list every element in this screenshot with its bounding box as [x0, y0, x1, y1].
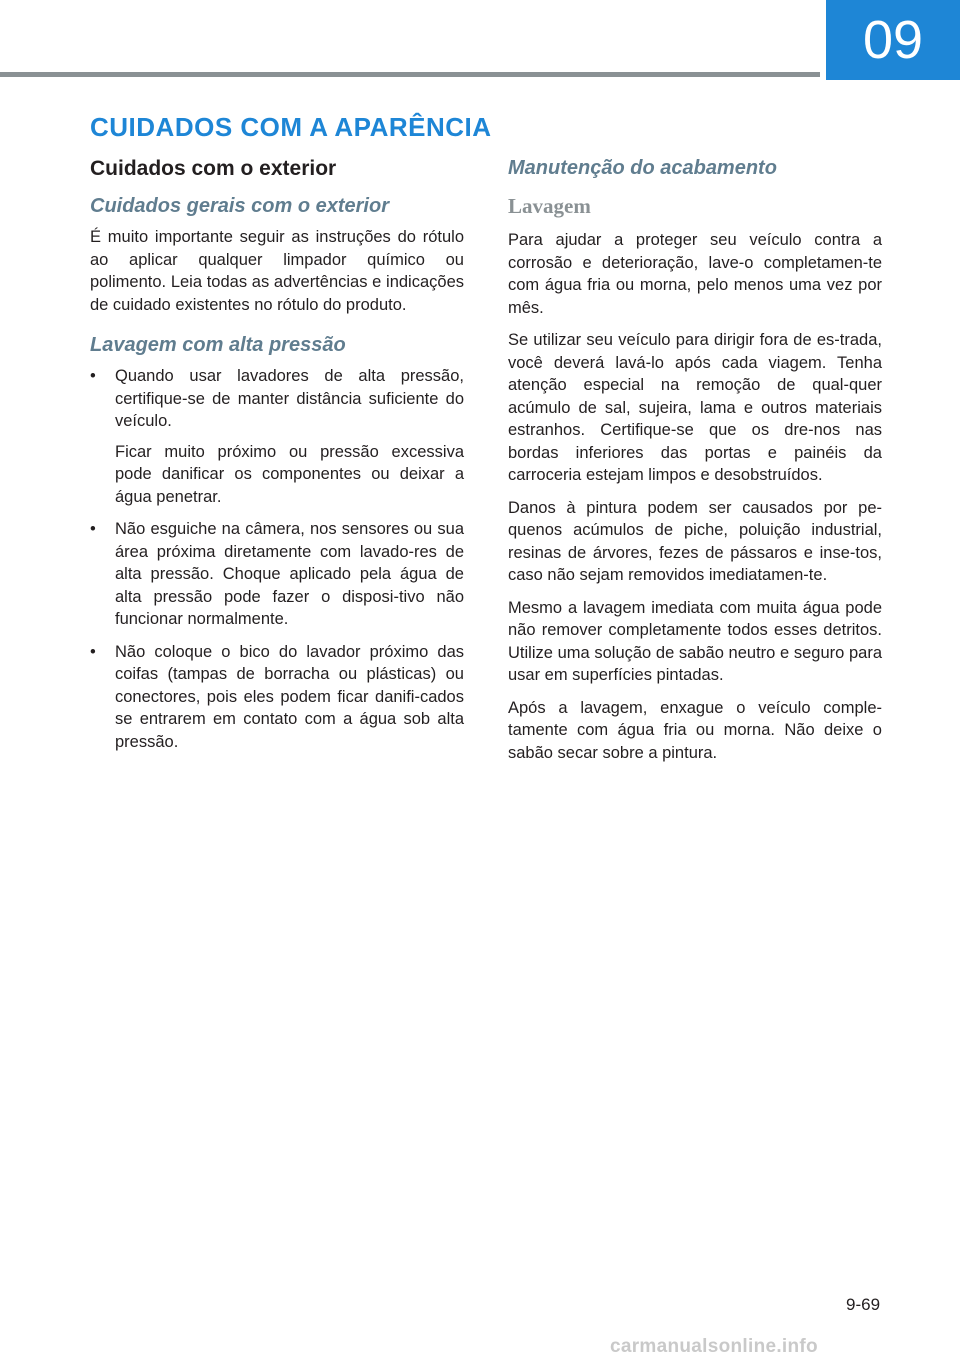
paragraph: Danos à pintura podem ser causados por pe-quenos acúmulos de piche, poluição industrial, resinas de árvores, fezes de pássaros e inse-tos, caso não sejam removidos imediatamen-te.: [508, 498, 882, 584]
subheading-high-pressure: Lavagem com alta pressão: [90, 334, 346, 356]
list-item-text: Não coloque o bico do lavador próximo das coifas (tampas de borracha ou plásticas) ou conectores, pois eles podem ficar danifi-cados se entrarem em contato com a água sob alta pressão.: [115, 642, 464, 751]
list-item-text: Ficar muito próximo ou pressão excessiva pode danificar os componentes ou deixar a água penetrar.: [115, 442, 464, 506]
high-pressure-list: [90, 365, 464, 753]
paragraph: Após a lavagem, enxague o veículo comple-tamente com água fria ou morna. Não deixe o sabão secar sobre a pintura.: [508, 698, 882, 762]
paragraph: Para ajudar a proteger seu veículo contra a corrosão e deterioração, lave-o completamen-te com água fria ou morna, pelo menos uma vez por mês.: [508, 231, 882, 317]
heading-exterior-care: Cuidados com o exterior: [90, 157, 337, 180]
list-item-text: Não esguiche na câmera, nos sensores ou sua área próxima diretamente com lavado-res de alta pressão. Choque aplicado pela água de alta pressão pode fazer o disposi-tivo não funcionar normalmente.: [115, 520, 464, 628]
paragraph-general-care: É muito importante seguir as instruções do rótulo ao aplicar qualquer limpador químico ou polimento. Leia todas as advertências e indicações de cuidado existentes no rótulo do produto.: [90, 228, 464, 314]
list-item: [90, 365, 464, 508]
paragraph: Se utilizar seu veículo para dirigir fora de es-trada, você deverá lavá-lo após cada viagem. Tenha atenção especial na remoção de qual-quer acúmulo de sal, sujeira, lama e outros materiais estranhos. Certifique-se que os dre-nos nas bordas inferiores das portas e painéis da carroceria estejam limpos e desobstruídos.: [508, 331, 882, 484]
list-item-text: Quando usar lavadores de alta pressão, certifique-se de manter distância suficiente do veículo.: [115, 367, 464, 430]
subheading-general-care: Cuidados gerais com o exterior: [90, 195, 389, 217]
watermark: carmanualsonline.info: [610, 1336, 818, 1357]
left-column: [90, 157, 464, 763]
bullet-marker: •: [90, 642, 96, 661]
subheading-finish-maintenance: Manutenção do acabamento: [508, 157, 777, 179]
right-column: [508, 157, 882, 774]
subheading-washing: Lavagem: [508, 194, 591, 218]
bullet-marker: •: [90, 367, 96, 385]
chapter-number-tab: 09: [826, 0, 960, 80]
section-title: CUIDADOS COM A APARÊNCIA: [90, 112, 492, 142]
header-rule: [0, 72, 820, 77]
paragraph: Mesmo a lavagem imediata com muita água pode não remover completamente todos esses detritos. Utilize uma solução de sabão neutro e seguro para usar em superfícies pintadas.: [508, 598, 882, 684]
list-item: [90, 641, 464, 754]
list-item: [90, 518, 464, 631]
bullet-marker: •: [90, 520, 96, 538]
page-number: 9-69: [846, 1295, 881, 1314]
